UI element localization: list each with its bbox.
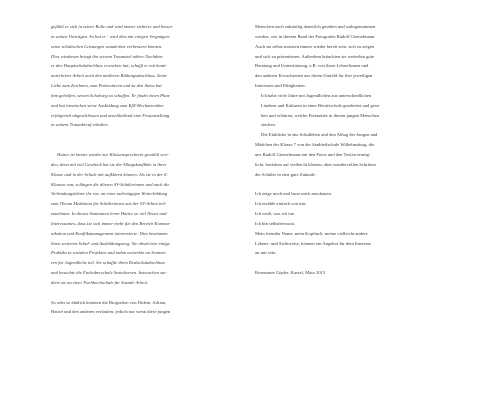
text-line: Hatice ist immer wieder zur Klassensprecherin gewählt wor-: [57, 151, 169, 157]
text-line: seine schulischen Leistungen wunderbar verbessern können.: [51, 43, 163, 49]
text-line: in seinem Traumberuf erhalten.: [51, 122, 109, 128]
text-line: hen und erfahren, welche Potenziale in diesen jungen Menschen: [261, 112, 379, 118]
text-line: erfolgreich abgeschlossen und anschließend eine Festanstellung: [51, 112, 170, 118]
paragraph-3: [51, 298, 251, 318]
text-line: Interessen und Fähigkeiten.: [255, 83, 306, 89]
text-line: Lebens- und Sichtweise, können ein Angebot für dein Interesse: [255, 240, 372, 246]
text-line: ren für Jugendliche teil. Sie schaffte ihren Realschulabschluss: [51, 260, 165, 266]
text-line: er den Hauptschulabschluss erworben hat, schafft er mit konti-: [51, 63, 167, 69]
text-line: ihren weiteren Schul- und Ausbildungsweg. Sie absolviere einige: [51, 240, 170, 246]
text-line: und sich zu präsentieren. Außerdem bräuchten sie weiterhin gute: [255, 53, 375, 59]
text-line: den anderen Erwachsenen aus ihrem Umfeld für ihre jeweiligen: [255, 73, 373, 79]
text-line: Beratung und Unterstützung, z.B. von ihren Lehrerlinnen und: [255, 63, 369, 69]
text-line: Klassen war, schlugen die älteren SV-Schülerinnen und auch die: [51, 181, 170, 187]
text-line: Mädchen der Klasse 7 von der Stadtteilschule Wilhelmsburg, die: [255, 142, 375, 148]
text-line: Die Einblicke in das Schulleben und den Alltag der Jungen und: [261, 132, 378, 138]
text-line: gefühlt er sich in seiner Rolle und wird immer sicherer und besser: [51, 24, 173, 29]
paragraph-2: [51, 150, 251, 288]
text-line: Interessantes, dass sie sich immer mehr für den Bereich Kommu-: [51, 220, 171, 226]
text-line: stecken.: [261, 122, 276, 128]
text-line: Ländern und Kulturen in einer Berufsschule gearbeitet und gese-: [261, 102, 381, 108]
text-line: Menschen auch zukünftig dauerlich gesehen und wahrgenommen: [255, 24, 376, 29]
text-line: zum Thema Mediation für Schülerinnen aus der SV-Arbeit teil-: [51, 201, 167, 207]
text-line: Ich zeige mich und lasse mich anschauen.: [255, 191, 332, 197]
text-line: und besuchte die Fachoberschule Sozialwesen. Inzwischen stu-: [51, 270, 167, 276]
text-line: Ich weiß, was ich tue.: [255, 211, 296, 217]
text-line: uns Rudolf Giemelmann mit den Fotos und den Texten ermög-: [255, 151, 371, 157]
text-line: nikation und Konfliktmanagement interessierte. Dies bestimmte: [51, 230, 168, 236]
text-line: und hat inzwischen seine Ausbildung zum KfZ-Mechatroniker: [51, 102, 165, 108]
text-line: So oder so ähnlich könnten die Biografien von Didem, Adrian,: [51, 299, 167, 305]
text-line: Auch sie selbst müssten immer wieder bereit sein, sich zu zeigen: [255, 43, 375, 49]
text-line: nuierlicher Arbeit auch den mittleren Bildungsabschluss. Seine: [51, 73, 167, 79]
text-line: Ich bin selbstbewusst.: [255, 220, 296, 226]
text-line: in seinen Vorträgen. So hat er - wird dies mit einigen Vergnügen-: [51, 33, 171, 39]
poem: [255, 189, 453, 258]
paragraph-1: [51, 22, 251, 130]
left-column: [51, 22, 251, 317]
right-column: [255, 22, 453, 278]
signature: Rosemarie Göpler, Kassel, März 2013: [255, 270, 326, 276]
text-line: diert sie an einer Fachhochschule für Soziale Arbeit.: [51, 279, 149, 285]
text-line: der Schüler in eine gute Zukunft:: [255, 171, 316, 177]
text-line: den, denn mit viel Geschick hat sie die Alltagskonflikte in ihrer: [51, 161, 167, 167]
text-line: Verbindungslehrer ihr vor, an einer mehrtägigen Weiterbildung: [51, 191, 168, 197]
text-line: Ich erzähle einfach von mir.: [255, 201, 307, 207]
text-line: Liebe zum Zeichnen, zum Präsentieren und zu den Autos hat: [51, 83, 162, 89]
text-line: Ich habe viele Jahre mit Jugendlichen aus unterschiedlichen: [261, 92, 372, 98]
paragraph-1: [255, 22, 453, 91]
text-line: zunehmen. In diesen Seminaren lerne Hatice so viel Neues und: [51, 211, 167, 217]
text-line: Praktika in sozialen Projekten und nahm weiterhin an Semina-: [51, 250, 167, 256]
text-line: Mein fremder Name, mein Kopftuch, meine vielleicht andere: [255, 230, 368, 236]
text-line: Hatice und den anderen verlaufen; jedoch nur wenn diese jungen: [51, 309, 171, 315]
text-line: Dies wiederum bringt ihn seinem Traumziel näher. Nachdem: [51, 53, 163, 59]
text-line: an mir sein.: [255, 250, 277, 256]
text-line: Klasse und in der Schule mit aufklären können. Als sie in der 8.: [51, 171, 168, 177]
paragraph-3: [255, 130, 453, 179]
paragraph-2: [255, 91, 453, 130]
text-line: werden, wie in diesem Band der Fotografen Rudolf Giemelmann.: [255, 33, 376, 39]
text-line: ihm geholfen, seinen Schulweg zu schaffen. Er findet einen Platz: [51, 92, 170, 98]
text-line: licht, beziehen auf vielleicht kleinen, aber wandervollen Schritten: [255, 161, 376, 167]
